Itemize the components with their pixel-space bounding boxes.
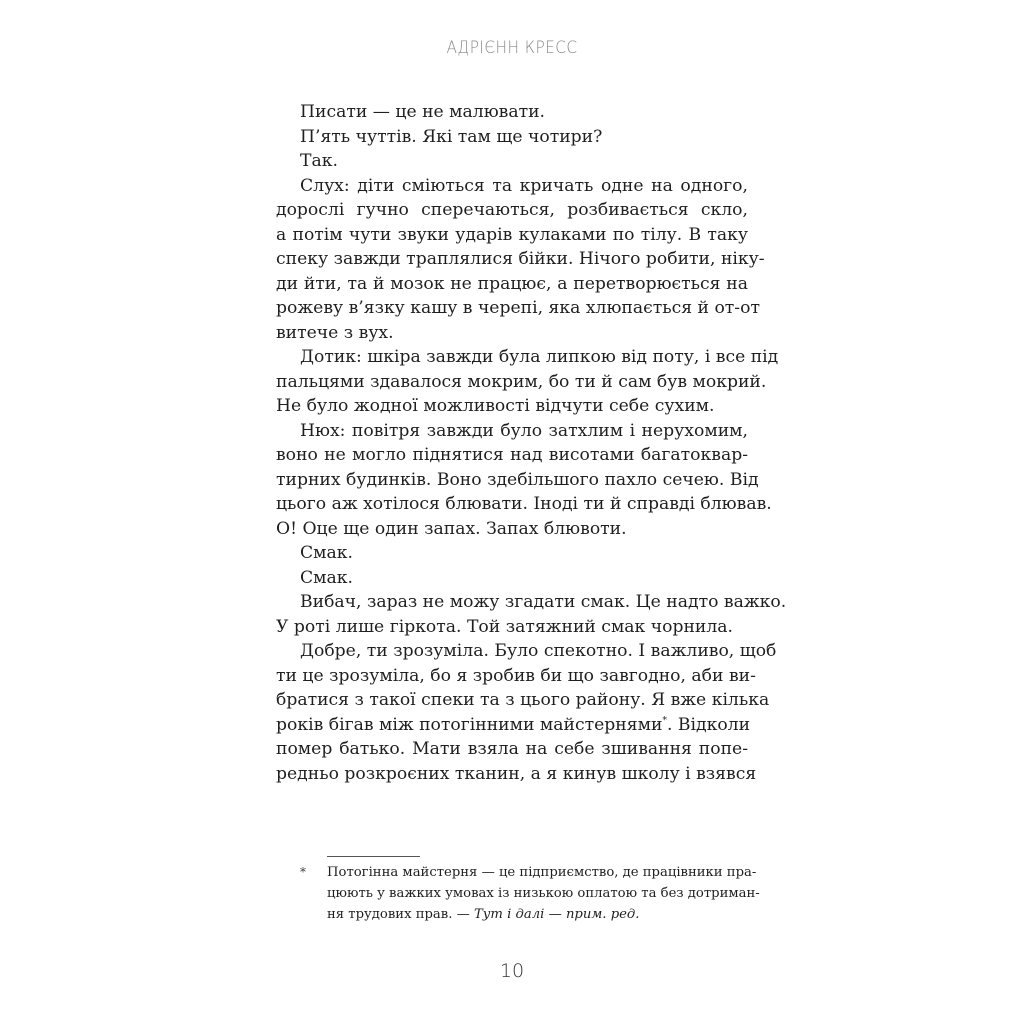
text-line: воно не могло піднятися над висотами багатоквар-: [276, 445, 748, 465]
text-line: О! Оце ще один запах. Запах блювоти.: [276, 518, 627, 539]
text-line: У роті лише гіркота. Той затяжний смак чорнила.: [276, 616, 734, 637]
text-line: рожеву в’язку кашу в черепі, яка хлюпається й от-от: [276, 298, 760, 318]
text-line: Нюх: повітря завжди було затхлим і нерухомим,: [300, 420, 748, 441]
running-header-author: АДРІЄНН КРЕСС: [446, 38, 578, 58]
editor-note: Тут і далі — прим. ред.: [473, 907, 640, 922]
text-line: Смак.: [300, 543, 353, 563]
footnote-line: цюють у важких умовах із низькою оплатою та без дотриман-: [327, 886, 760, 901]
text-line-with-footnote-ref: років бігав між потогінними майстернями*. Відколи: [276, 714, 751, 735]
text-line: дорослі гучно сперечаються, розбивається скло,: [276, 200, 748, 220]
footnote: [300, 862, 760, 925]
text-line: ди йти, та й мозок не працює, а перетворюється на: [276, 273, 748, 294]
footnote-line: ня трудових прав. — Тут і далі — прим. ред.: [327, 907, 640, 922]
text-line: Вибач, зараз не можу згадати смак. Це надто важко.: [300, 592, 787, 612]
text-line: спеку завжди траплялися бійки. Нічого робити, ніку-: [276, 249, 765, 269]
text-line: Добре, ти зрозуміла. Було спекотно. І важливо, щоб: [300, 641, 777, 661]
page-number: 10: [499, 960, 525, 982]
footnote-marker: *: [300, 865, 306, 879]
text-line: Писати — це не малювати.: [300, 102, 546, 122]
text-line: П’ять чуттів. Які там ще чотири?: [300, 126, 603, 147]
text-line: витече з вух.: [276, 322, 394, 343]
text-line: редньо розкроєних тканин, а я кинув школу і взявся: [276, 763, 757, 784]
text-line: Смак.: [300, 567, 353, 588]
text-line: а потім чути звуки ударів кулаками по тілу. В таку: [276, 224, 748, 245]
text-line: цього аж хотілося блювати. Іноді ти й справді блював.: [276, 494, 772, 514]
text-line: Не було жодної можливості відчути себе сухим.: [276, 396, 715, 416]
text-line: ти це зрозуміла, бо я зробив би що завгодно, аби ви-: [276, 665, 756, 686]
text-line: пальцями здавалося мокрим, бо ти й сам був мокрий.: [276, 371, 767, 392]
text-line: братися з такої спеки та з цього району. Я вже кілька: [276, 690, 770, 710]
text-line: тирних будинків. Воно здебільшого пахло сечею. Від: [276, 469, 759, 490]
footnote-line: Потогінна майстерня — це підприємство, де працівники пра-: [327, 865, 757, 880]
text-line: Так.: [300, 151, 338, 171]
text-line: Слух: діти сміються та кричать одне на одного,: [300, 175, 748, 196]
body-text: [276, 100, 787, 786]
footnote-separator: [327, 856, 420, 857]
text-line: Дотик: шкіра завжди була липкою від поту, і все під: [300, 347, 779, 367]
footnote-reference[interactable]: *: [662, 715, 667, 726]
footnote-body: [327, 862, 760, 925]
text-line: помер батько. Мати взяла на себе зшивання попе-: [276, 739, 748, 759]
